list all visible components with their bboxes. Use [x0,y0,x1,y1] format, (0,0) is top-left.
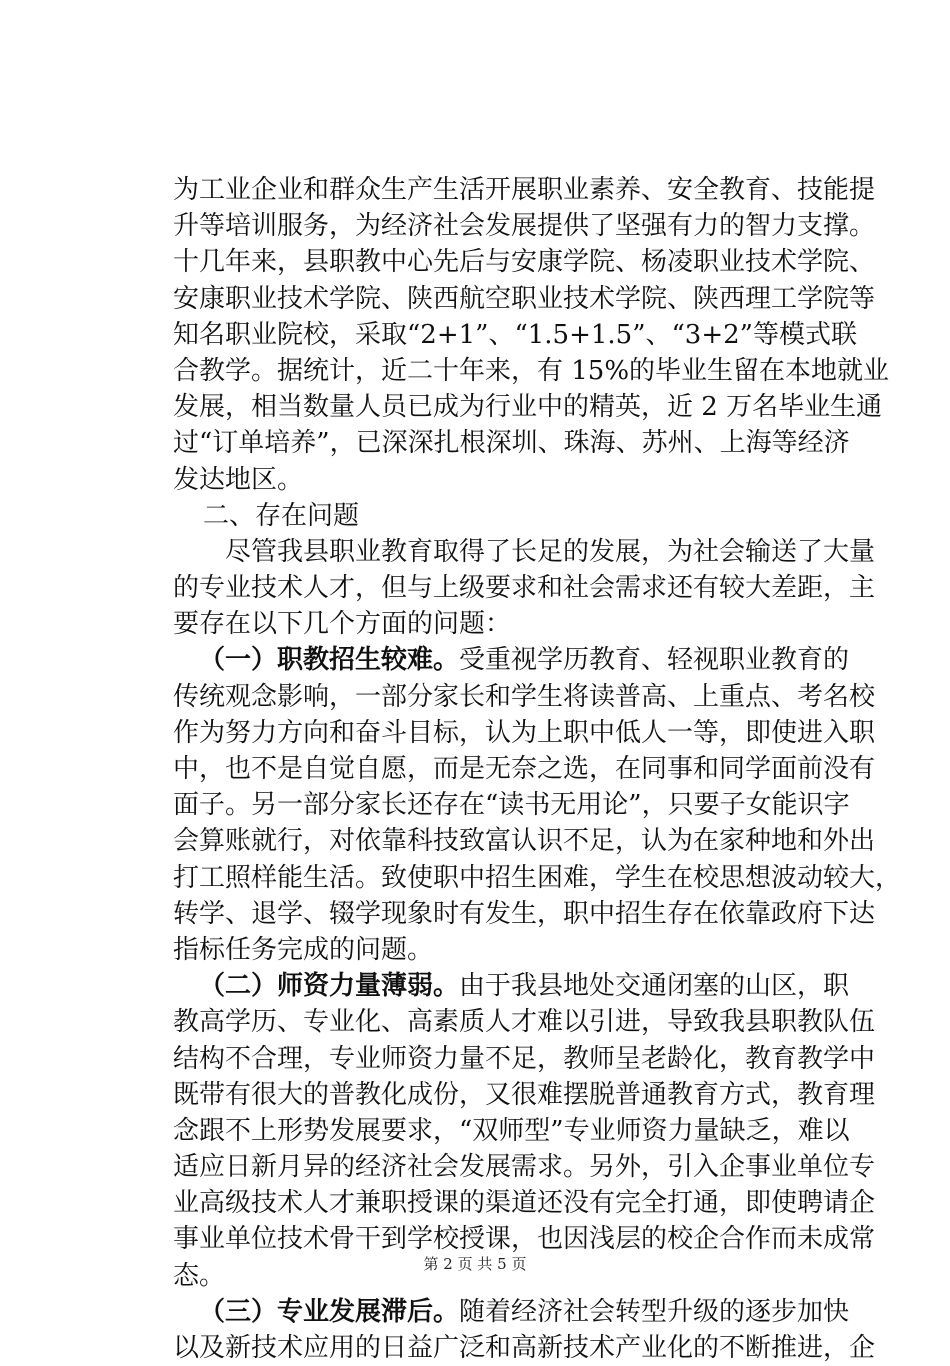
text-line: 念跟不上形势发展要求，“双师型”专业师资力量缺乏，难以 [173,1115,850,1146]
text-line: 既带有很大的普教化成份，又很难摆脱普通教育方式，教育理 [173,1079,876,1110]
text-line: 合教学。据统计，近二十年来，有 15%的毕业生留在本地就业 [173,355,890,386]
subsection-first-line [173,1294,850,1330]
text-line: 传统观念影响，一部分家长和学生将读普高、上重点、考名校 [173,681,876,712]
text-line: 升等培训服务，为经济社会发展提供了坚强有力的智力支撑。 [173,211,876,242]
text-line: 面子。另一部分家长还存在“读书无用论”，只要子女能识字 [173,790,850,821]
subsection-title: （三）专业发展滞后。 [199,1296,460,1327]
text-line: 指标任务完成的问题。 [173,934,434,965]
text-line: 业高级技术人才兼职授课的渠道还没有完全打通，即使聘请企 [173,1188,876,1219]
text-line-content: 随着经济社会转型升级的逐步加快 [459,1296,850,1327]
subsection-title: （二）师资力量薄弱。 [199,971,460,1002]
text-line: 十几年来，县职教中心先后与安康学院、杨凌职业技术学院、 [173,247,876,278]
text-line-content: 受重视学历教育、轻视职业教育的 [459,645,850,676]
subsection-first-line [173,642,850,678]
text-line: 结构不合理，专业师资力量不足，教师呈老龄化，教育教学中 [173,1043,876,1074]
text-line: 适应日新月异的经济社会发展需求。另外，引入企事业单位专 [173,1152,876,1183]
text-line [173,534,876,570]
text-line-content: 尽管我县职业教育取得了长足的发展，为社会输送了大量 [225,536,876,567]
text-line: 过“订单培养”，已深深扎根深圳、珠海、苏州、上海等经济 [173,428,850,459]
text-line: 发展，相当数量人员已成为行业中的精英，近 2 万名毕业生通 [173,392,883,423]
text-line: 要存在以下几个方面的问题： [173,609,512,640]
text-line: 的专业技术人才，但与上级要求和社会需求还有较大差距，主 [173,573,876,604]
subsection-first-line [173,968,850,1004]
text-line: 打工照样能生活。致使职中招生困难，学生在校思想波动较大， [173,862,902,893]
text-line: 为工业企业和群众生产生活开展职业素养、安全教育、技能提 [173,175,876,205]
text-line: 知名职业院校，采取“2+1”、“1.5+1.5”、“3+2”等模式联 [173,319,857,350]
text-line: 转学、退学、辍学现象时有发生，职中招生存在依靠政府下达 [173,898,876,929]
document-body [173,172,902,1366]
text-line: 会算账就行，对依靠科技致富认识不足，认为在家种地和外出 [173,826,876,857]
section-heading-text: 二、存在问题 [203,500,360,531]
text-line: 教高学历、专业化、高素质人才难以引进，导致我县职教队伍 [173,1007,876,1038]
page-footer: 第 2 页 共 5 页 [423,1255,527,1273]
text-line: 发达地区。 [173,464,304,495]
text-line: 以及新技术应用的日益广泛和高新技术产业化的不断推进，企 [173,1333,876,1363]
section-heading [173,498,779,534]
text-line: 作为努力方向和奋斗目标，认为上职中低人一等，即使进入职 [173,717,876,748]
text-line: 安康职业技术学院、陕西航空职业技术学院、陕西理工学院等 [173,283,876,314]
text-line-content: 由于我县地处交通闭塞的山区，职 [459,971,850,1002]
text-line: 态。 [173,1260,226,1291]
text-line: 事业单位技术骨干到学校授课，也因浅层的校企合作而未成常 [173,1224,876,1255]
text-line: 中，也不是自觉自愿，而是无奈之选，在同事和同学面前没有 [173,754,876,784]
subsection-title: （一）职教招生较难。 [199,645,460,676]
